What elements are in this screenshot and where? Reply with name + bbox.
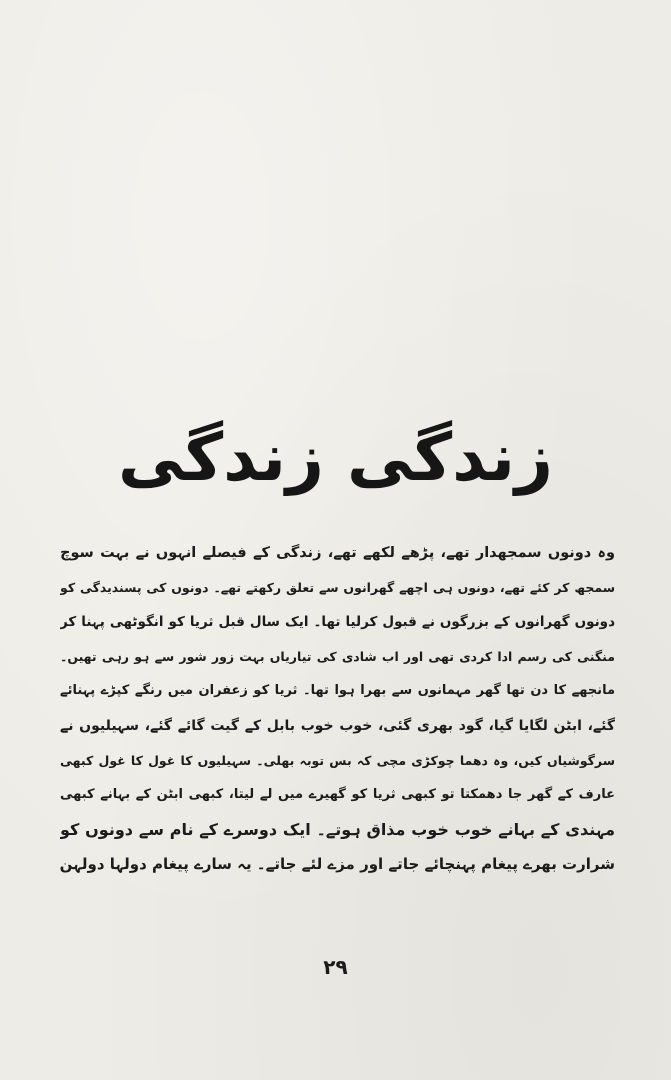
text-line: مانجھے کا دن تھا گھر مہمانوں سے بھرا ہوا تھا۔ ثریا کو زعفران میں رنگے کپڑے پہنائے (60, 683, 615, 699)
text-line: گئے، ابٹن لگایا گیا، گود بھری گئی، خوب خوب بابل کے گیت گائے گئے، سہیلیوں نے (60, 717, 615, 734)
text-line: منگنی کی رسم ادا کردی تھی اور اب شادی کی تیاریاں بہت زور شور سے ہو رہی تھیں۔ (60, 648, 615, 664)
chapter-title: زندگی زندگی (117, 419, 554, 496)
page-number: ۲۹ (323, 955, 348, 979)
text-line: شرارت بھرے پیغام پہنچائے جاتے اور مزے لئے جاتے۔ یہ سارے پیغام دولہا دولہن (60, 855, 615, 874)
text-line: مہندی کے بہانے خوب خوب مذاق ہوتے۔ ایک دوسرے کے نام سے دونوں کو (60, 819, 615, 839)
text-line: سمجھ کر کئے تھے، دونوں ہی اچھے گھرانوں سے تعلق رکھتے تھے۔ دونوں کی پسندیدگی کو (60, 579, 615, 595)
text-line: دونوں گھرانوں کے بزرگوں نے قبول کرلیا تھا۔ ایک سال قبل ثریا کو انگوٹھی پہنا کر (60, 614, 615, 631)
text-line: وہ دونوں سمجھدار تھے، پڑھے لکھے تھے، زندگی کے فیصلے انہوں نے بہت سوچ (60, 545, 615, 561)
text-line: عارف کے گھر جا دھمکتا تو کبھی ثریا کو گھیرے میں لے لیتا، کبھی ابٹن کے بہانے کبھی (60, 787, 615, 803)
text-line: سرگوشیاں کیں، وہ دھما چوکڑی مچی کہ بس توبہ بھلی۔ سہیلیوں کا غول کا غول کبھی (60, 752, 615, 768)
body-paragraph (60, 536, 615, 882)
